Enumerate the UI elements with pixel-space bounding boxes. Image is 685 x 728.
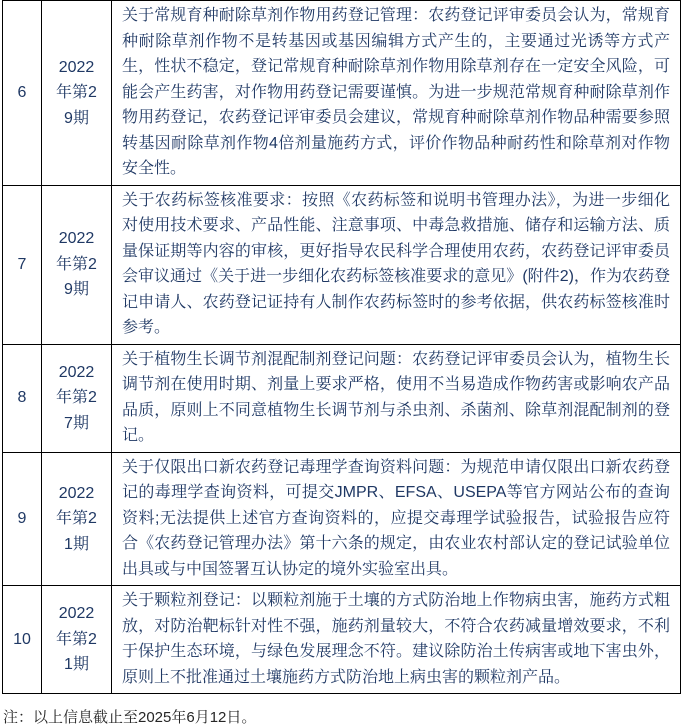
row-content: 关于常规育种耐除草剂作物用药登记管理：农药登记评审委员会认为，常规育种耐除草剂作物不是转基因或基因编辑方式产生的，主要通过光诱等方式产生，性状不稳定，登记常规育种耐除草剂作物用除草剂存在一定安全风险，可能会产生药害，对作物用药登记需要谨慎。为进一步规范常规育种耐除草剂作物用药登记，农药登记评审委员会建议，常规育种耐除草剂作物品种需要参照转基因耐除草剂作物4倍剂量施药方式，评价作物品种耐药性和除草剂对作物安全性。	[112, 1, 681, 186]
row-number: 6	[3, 1, 42, 186]
table-row	[3, 452, 681, 586]
table-row	[3, 586, 681, 694]
issue-period: 2022年第21期	[42, 452, 112, 586]
cutoff-note: 注：以上信息截止至2025年6月12日。	[3, 709, 257, 726]
row-number: 8	[3, 344, 42, 452]
issue-period: 2022年第29期	[42, 185, 112, 344]
row-content: 关于植物生长调节剂混配制剂登记问题：农药登记评审委员会认为，植物生长调节剂在使用时期、剂量上要求严格，使用不当易造成作物药害或影响农产品品质，原则上不同意植物生长调节剂与杀虫剂、杀菌剂、除草剂混配制剂的登记。	[112, 344, 681, 452]
row-content: 关于颗粒剂登记：以颗粒剂施于土壤的方式防治地上作物病虫害，施药方式粗放，对防治靶标针对性不强，施药剂量较大，不符合农药减量增效要求，不利于保护生态环境，与绿色发展理念不符。建议除防治土传病害或地下害虫外，原则上不批准通过土壤施药方式防治地上病虫害的颗粒剂产品。	[112, 586, 681, 694]
issue-period: 2022年第21期	[42, 586, 112, 694]
table-row	[3, 185, 681, 344]
row-number: 7	[3, 185, 42, 344]
row-content: 关于仅限出口新农药登记毒理学查询资料问题：为规范申请仅限出口新农药登记的毒理学查询资料，可提交JMPR、EFSA、USEPA等官方网站公布的查询资料;无法提供上述官方查询资料的，应提交毒理学试验报告，试验报告应符合《农药登记管理办法》第十六条的规定，由农业农村部认定的登记试验单位出具或与中国签署互认协定的境外实验室出具。	[112, 452, 681, 586]
table-row	[3, 344, 681, 452]
table-row	[3, 1, 681, 186]
issue-period: 2022年第29期	[42, 1, 112, 186]
row-content: 关于农药标签核准要求：按照《农药标签和说明书管理办法》，为进一步细化对使用技术要求、产品性能、注意事项、中毒急救措施、储存和运输方法、质量保证期等内容的审核，更好指导农民科学合理使用农药，农药登记评审委员会审议通过《关于进一步细化农药标签核准要求的意见》(附件2)，作为农药登记申请人、农药登记证持有人制作农药标签时的参考依据，供农药标签核准时参考。	[112, 185, 681, 344]
row-number: 10	[3, 586, 42, 694]
review-table	[2, 0, 681, 694]
row-number: 9	[3, 452, 42, 586]
issue-period: 2022年第27期	[42, 344, 112, 452]
